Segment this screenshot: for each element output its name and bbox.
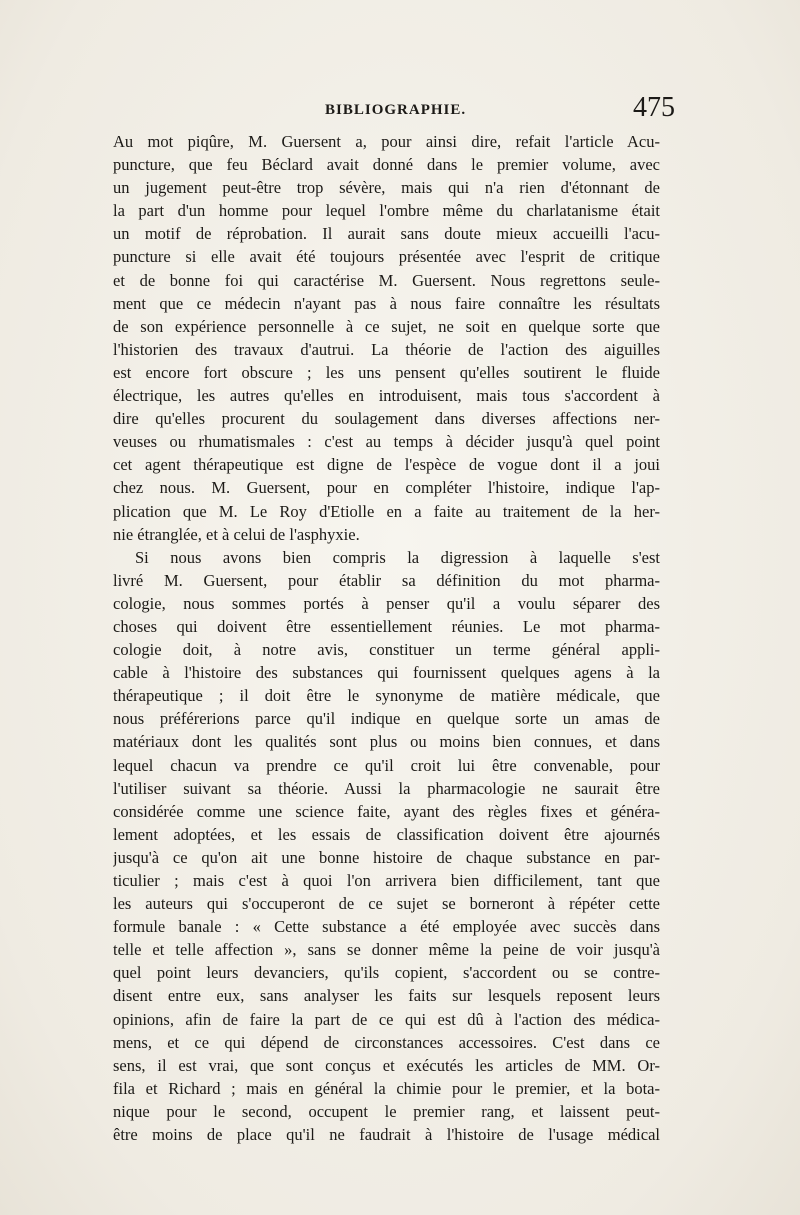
text-line: disent entre eux, sans analyser les faits sur lesquels reposent leurs xyxy=(113,986,660,1006)
text-line: nous préférerions parce qu'il indique en quelque sorte un amas de xyxy=(113,709,660,729)
text-line: puncture si elle avait été toujours présentée avec l'esprit de critique xyxy=(113,247,660,267)
text-line: lequel chacun va prendre ce qu'il croit lui être convenable, pour xyxy=(113,755,660,775)
text-line: la part d'un homme pour lequel l'ombre même du charlatanisme était xyxy=(113,201,660,221)
text-line: dire qu'elles procurent du soulagement dans diverses affections ner- xyxy=(113,409,660,429)
text-line: puncture, que feu Béclard avait donné dans le premier volume, avec xyxy=(113,155,660,175)
text-line: cable à l'histoire des substances qui fournissent quelques agens à la xyxy=(113,663,660,683)
text-line: les auteurs qui s'occuperont de ce sujet se borneront à répéter cette xyxy=(113,894,660,914)
text-line: est encore fort obscure ; les uns pensent qu'elles soutirent le fluide xyxy=(113,362,660,382)
text-line: plication que M. Le Roy d'Etiolle en a faite au traitement de la her- xyxy=(113,501,660,521)
text-line: être moins de place qu'il ne faudrait à l'histoire de l'usage médical xyxy=(113,1125,660,1145)
text-line: livré M. Guersent, pour établir sa définition du mot pharma- xyxy=(113,570,660,590)
page-number: 475 xyxy=(633,92,675,123)
text-line: cologie, nous sommes portés à penser qu'il a voulu séparer des xyxy=(113,593,660,613)
text-line: opinions, afin de faire la part de ce qui est dû à l'action des médica- xyxy=(113,1009,660,1029)
text-line: sens, il est vrai, que sont conçus et exécutés les articles de MM. Or- xyxy=(113,1055,660,1075)
text-line: nique pour le second, occupent le premier rang, et laissent peut- xyxy=(113,1101,660,1121)
text-line: nie étranglée, et à celui de l'asphyxie. xyxy=(113,524,360,544)
text-line: et de bonne foi qui caractérise M. Guersent. Nous regrettons seule- xyxy=(113,270,660,290)
text-line: chez nous. M. Guersent, pour en compléter l'histoire, indique l'ap- xyxy=(113,478,660,498)
text-line: considérée comme une science faite, ayant des règles fixes et généra- xyxy=(113,801,660,821)
text-line: jusqu'à ce qu'on ait une bonne histoire de chaque substance en par- xyxy=(113,847,660,867)
text-line: veuses ou rhumatismales : c'est au temps à décider jusqu'à quel point xyxy=(113,432,660,452)
body-text xyxy=(113,130,660,1146)
text-line: cologie doit, à notre avis, constituer un terme général appli- xyxy=(113,640,660,660)
text-line: Au mot piqûre, M. Guersent a, pour ainsi dire, refait l'article Acu- xyxy=(113,132,660,151)
text-line: telle et telle affection », sans se donner même la peine de voir jusqu'à xyxy=(113,940,660,960)
text-line: ment que ce médecin n'ayant pas à nous faire connaître les résultats xyxy=(113,293,660,313)
text-line: de son expérience personnelle à ce sujet, ne soit en quelque sorte que xyxy=(113,316,660,336)
text-line: l'historien des travaux d'autrui. La théorie de l'action des aiguilles xyxy=(113,339,660,359)
text-line: matériaux dont les qualités sont plus ou moins bien connues, et dans xyxy=(113,732,660,752)
text-line: l'utiliser suivant sa théorie. Aussi la pharmacologie ne saurait être xyxy=(113,778,660,798)
text-line: lement adoptées, et les essais de classification doivent être ajournés xyxy=(113,824,660,844)
text-line: un jugement peut-être trop sévère, mais qui n'a rien d'étonnant de xyxy=(113,178,660,198)
text-line: thérapeutique ; il doit être le synonyme de matière médicale, que xyxy=(113,686,660,706)
text-line: cet agent thérapeutique est digne de l'espèce de vogue dont il a joui xyxy=(113,455,660,475)
page-header xyxy=(115,92,675,126)
text-line: quel point leurs devanciers, qu'ils copient, s'accordent ou se contre- xyxy=(113,963,660,983)
text-line: un motif de réprobation. Il aurait sans doute mieux accueilli l'acu- xyxy=(113,224,660,244)
text-line: électrique, les autres qu'elles en introduisent, mais tous s'accordent à xyxy=(113,386,660,406)
text-line: formule banale : « Cette substance a été employée avec succès dans xyxy=(113,917,660,937)
text-line: ticulier ; mais c'est à quoi l'on arrivera bien difficilement, tant que xyxy=(113,871,660,890)
text-line: Si nous avons bien compris la digression à laquelle s'est xyxy=(135,547,660,567)
text-line: choses qui doivent être essentiellement réunies. Le mot pharma- xyxy=(113,616,660,636)
running-title: BIBLIOGRAPHIE. xyxy=(325,102,467,118)
text-line: mens, et ce qui dépend de circonstances accessoires. C'est dans ce xyxy=(113,1032,660,1052)
text-line: fila et Richard ; mais en général la chimie pour le premier, et la bota- xyxy=(113,1078,660,1098)
